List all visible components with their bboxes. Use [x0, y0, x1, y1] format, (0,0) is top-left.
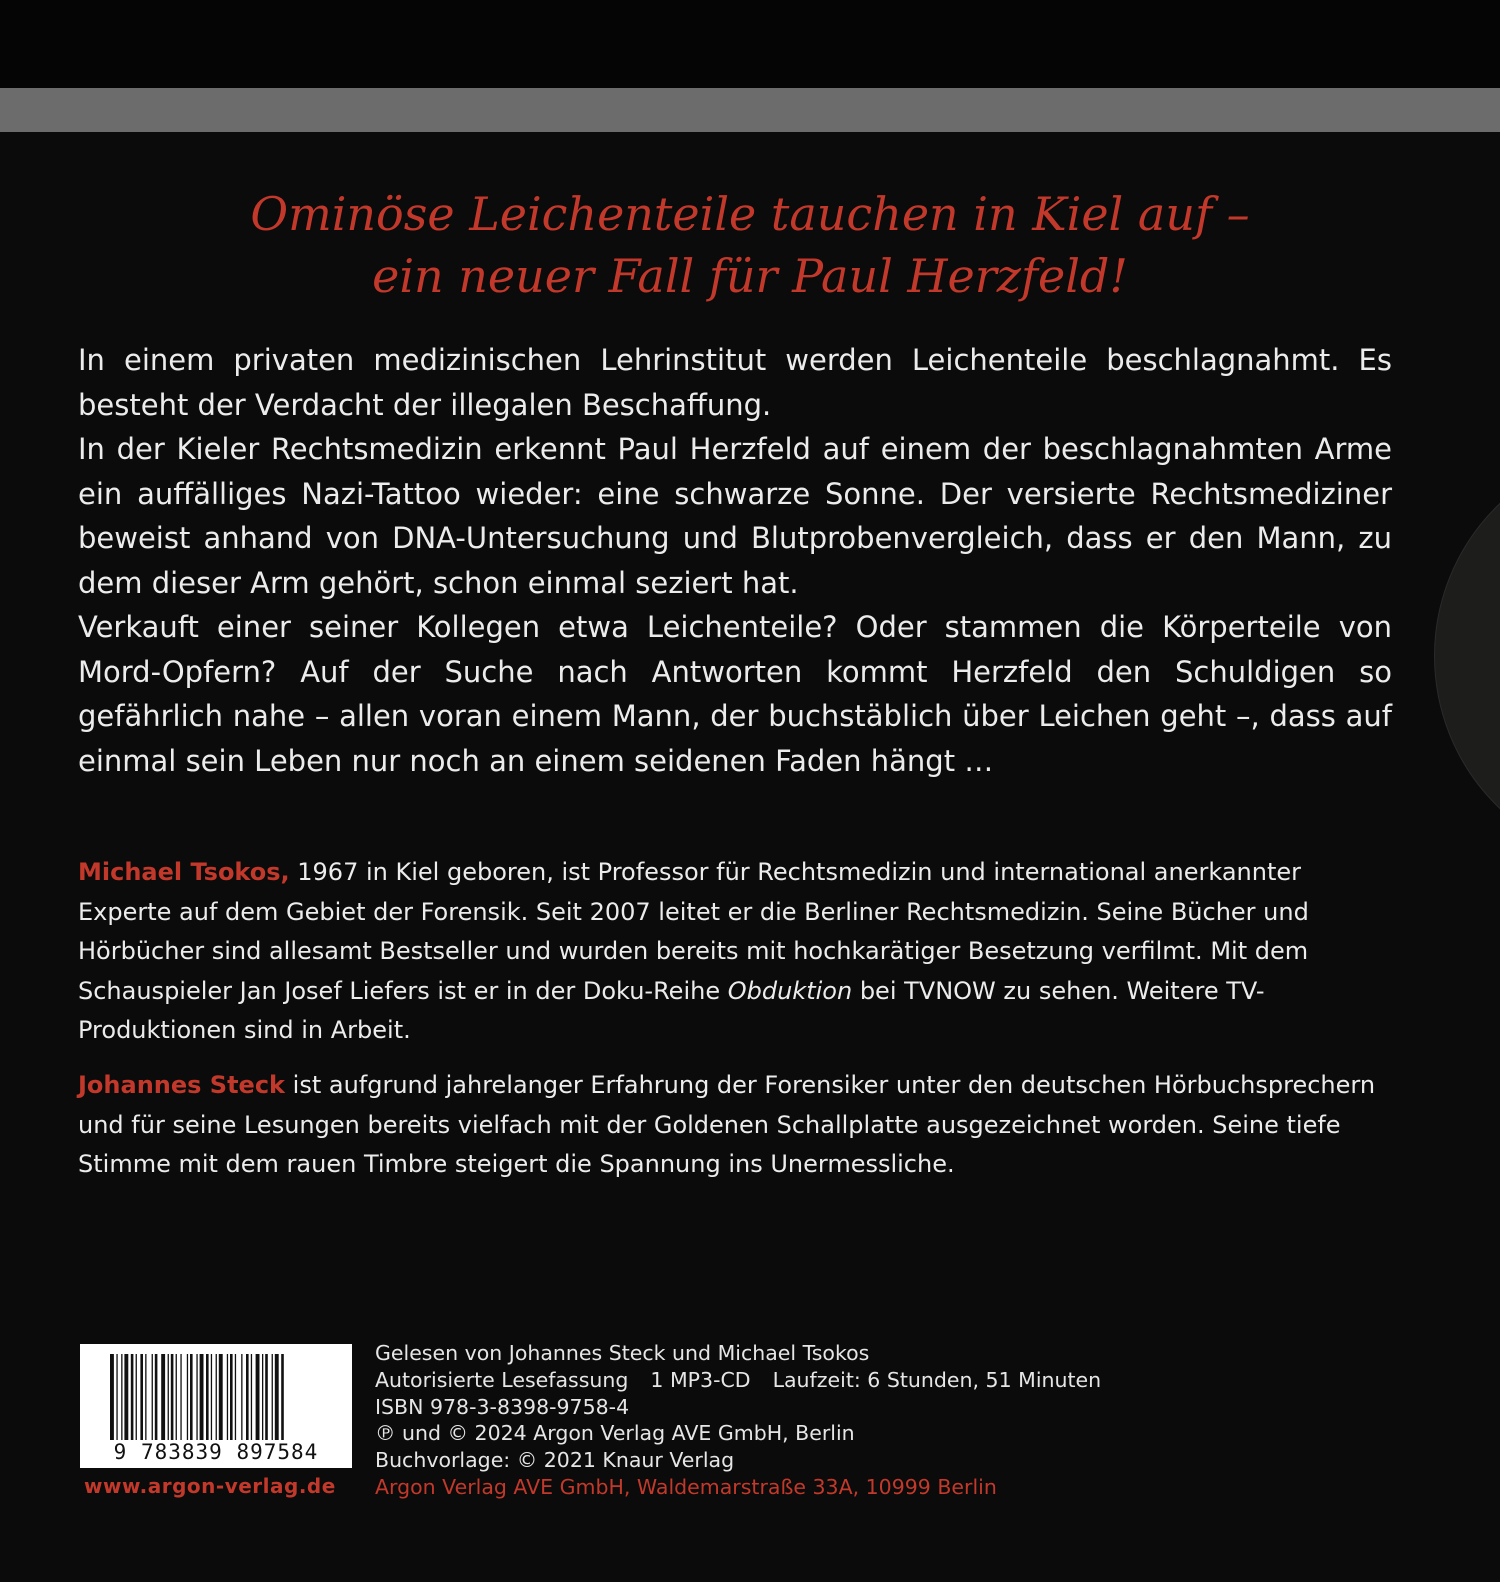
- barcode-bar: [187, 1354, 188, 1440]
- credits-format-line: [375, 1367, 1375, 1394]
- credits-runtime: Laufzeit: 6 Stunden, 51 Minuten: [772, 1367, 1102, 1392]
- barcode-bar: [246, 1354, 249, 1440]
- barcode-bar: [211, 1354, 212, 1440]
- barcode-bar: [171, 1354, 174, 1440]
- website-link[interactable]: www.argon-verlag.de: [84, 1474, 336, 1498]
- barcode-digits: 9 783839 897584: [88, 1440, 344, 1464]
- barcode-bar: [110, 1354, 114, 1440]
- barcode-bar: [265, 1354, 268, 1440]
- barcode-bar: [230, 1354, 233, 1440]
- author-name: Michael Tsokos,: [78, 858, 290, 886]
- barcode-bar: [180, 1354, 181, 1440]
- narrator-name: Johannes Steck: [78, 1071, 286, 1099]
- barcode: [80, 1344, 352, 1468]
- author-bio: [78, 853, 1378, 1051]
- synopsis-paragraph-3: Verkauft einer seiner Kollegen etwa Leichenteile? Oder stammen die Körperteile von Mord-Opfern? Auf der Suche nach Antworten kommt Herzfeld den Schuldigen so gefährlich nahe – allen voran einem Mann, der buchstäblich über Leichen geht –, dass auf einmal sein Leben nur noch an einem seidenen Faden hängt …: [78, 610, 1392, 778]
- barcode-bar: [196, 1354, 197, 1440]
- barcode-bar: [145, 1354, 146, 1440]
- synopsis-paragraph-2: In der Kieler Rechtsmedizin erkennt Paul Herzfeld auf einem der beschlagnahmten Arme ein auffälliges Nazi-Tattoo wieder: eine schwarze Sonne. Der versierte Rechtsmediziner beweist anhand von DNA-Untersuchung und Blutprobenvergleich, dass er den Mann, zu dem dieser Arm gehört, schon einmal seziert hat.: [78, 432, 1392, 600]
- tagline: [0, 183, 1500, 307]
- barcode-bar: [161, 1354, 165, 1440]
- barcode-bar: [281, 1354, 284, 1440]
- credits-edition: Autorisierte Lesefassung: [375, 1367, 629, 1392]
- credits-isbn: ISBN 978-3-8398-9758-4: [375, 1394, 630, 1419]
- barcode-bar: [200, 1354, 204, 1440]
- barcode-bar: [216, 1354, 217, 1440]
- barcode-bar: [116, 1354, 117, 1440]
- barcode-bar: [131, 1354, 134, 1440]
- barcode-bar: [121, 1354, 122, 1440]
- credits-publisher-address: Argon Verlag AVE GmbH, Waldemarstraße 33A, 10999 Berlin: [375, 1474, 997, 1499]
- barcode-bar: [152, 1354, 153, 1440]
- tv-series-title: Obduktion: [727, 976, 853, 1005]
- barcode-bar: [256, 1354, 260, 1440]
- barcode-bar: [241, 1354, 242, 1440]
- cd-disc-edge: [1434, 445, 1500, 867]
- barcode-bar: [155, 1354, 158, 1440]
- synopsis: [78, 338, 1392, 783]
- narrator-bio: [78, 1066, 1378, 1185]
- barcode-bar: [219, 1354, 223, 1440]
- barcode-bar: [124, 1354, 128, 1440]
- barcode-bar: [251, 1354, 252, 1440]
- barcode-bar: [227, 1354, 228, 1440]
- synopsis-paragraph-1: In einem privaten medizinischen Lehrinstitut werden Leichenteile beschlagnahmt. Es besteht der Verdacht der illegalen Beschaffung.: [78, 343, 1392, 422]
- barcode-bar: [168, 1354, 169, 1440]
- credits-copyright: ℗ und © 2024 Argon Verlag AVE GmbH, Berlin: [375, 1421, 855, 1446]
- barcode-bar: [136, 1354, 137, 1440]
- narrator-bio-text: ist aufgrund jahrelanger Erfahrung der Forensiker unter den deutschen Hörbuchsprechern und für seine Lesungen bereits vielfach mit der Goldenen Schallplatte ausgezeichnet worden. Seine tiefe Stimme mit dem rauen Timbre steigert die Spannung ins Unermessliche.: [78, 1071, 1376, 1178]
- credits-source: Buchvorlage: © 2021 Knaur Verlag: [375, 1448, 735, 1473]
- barcode-bar: [262, 1354, 263, 1440]
- credits-read-by: Gelesen von Johannes Steck und Michael Tsokos: [375, 1341, 870, 1365]
- author-bio-text-1: 1967 in Kiel geboren, ist Professor für Rechtsmedizin und international anerkannter Experte auf dem Gebiet der Forensik. Seit 2007 leitet er die Berliner Rechtsmedizin. Seine Bücher und Hörbücher sind allesamt Bestseller und wurden bereits mit hochkarätiger Besetzung verfilmt. Mit dem Schauspieler Jan Josef Liefers ist er in der Doku-Reihe: [78, 858, 1309, 1005]
- top-black-band: [0, 0, 1500, 88]
- barcode-bar: [272, 1354, 273, 1440]
- tagline-line-1: Ominöse Leichenteile tauchen in Kiel auf –: [250, 187, 1250, 241]
- grey-stripe: [0, 88, 1500, 132]
- credits-block: [375, 1340, 1375, 1501]
- barcode-bar: [190, 1354, 193, 1440]
- tagline-line-2: ein neuer Fall für Paul Herzfeld!: [372, 249, 1128, 303]
- barcode-bar: [235, 1354, 236, 1440]
- barcode-bar: [275, 1354, 279, 1440]
- credits-format: 1 MP3-CD: [650, 1367, 751, 1392]
- author-bio-text-2: bei TVNOW zu sehen. Weitere TV-Produktionen sind in Arbeit.: [78, 976, 1265, 1044]
- barcode-bar: [206, 1354, 209, 1440]
- barcode-bar: [176, 1354, 177, 1440]
- barcode-bar: [140, 1354, 143, 1440]
